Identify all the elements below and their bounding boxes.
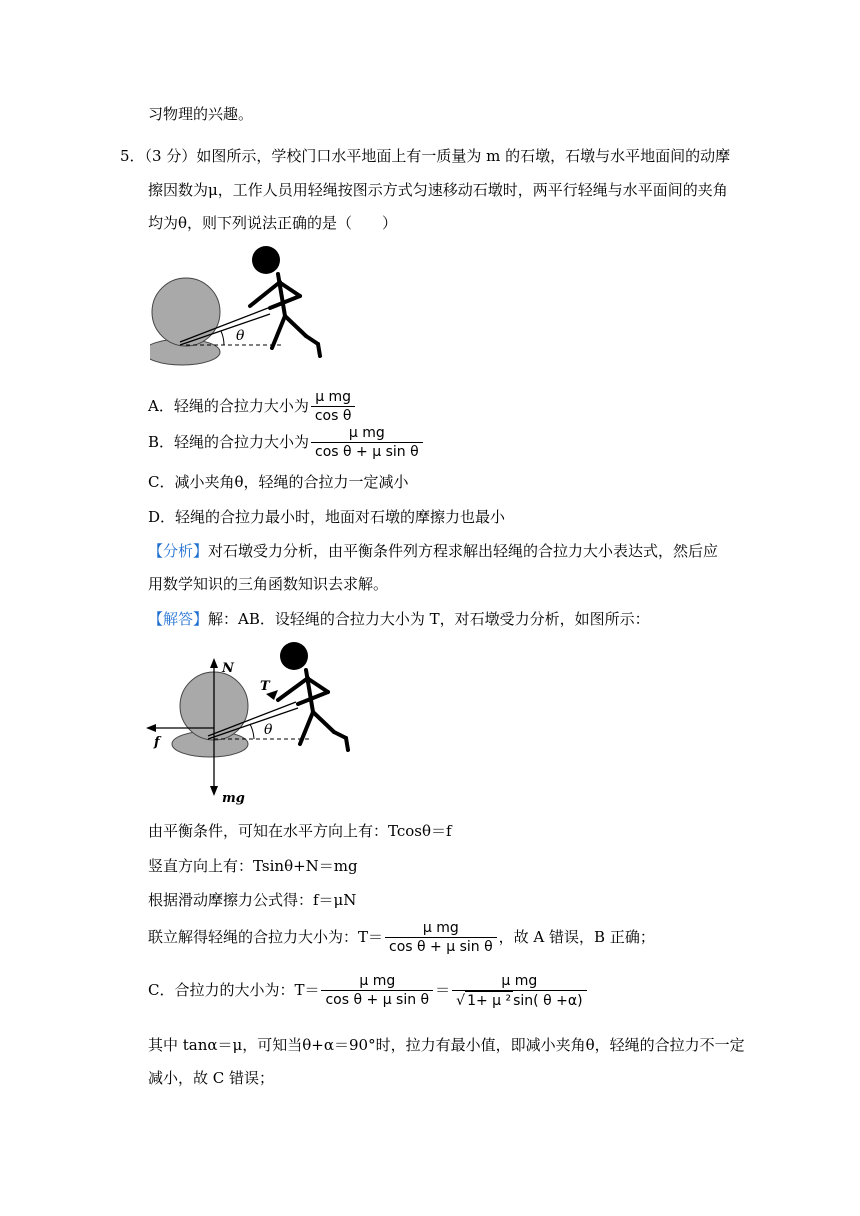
option-c-conclusion-2: 减小，故 C 错误； — [148, 1069, 275, 1087]
gravity-label: mg — [222, 791, 245, 806]
radicand: 1+ μ ² — [467, 992, 512, 1009]
option-d: D．轻绳的合拉力最小时，地面对石墩的摩擦力也最小 — [148, 508, 506, 526]
option-b-fraction — [311, 425, 423, 461]
normal-arrow-head — [210, 658, 218, 668]
tension-fraction-1 — [321, 973, 433, 1009]
option-a — [148, 389, 357, 425]
gravity-arrow-head — [210, 786, 218, 796]
option-b — [148, 425, 425, 461]
fraction-numerator: μ mg — [359, 973, 396, 989]
stick-figure — [278, 670, 348, 750]
friction-label: f — [154, 735, 160, 750]
fraction-numerator: μ mg — [315, 389, 352, 405]
fraction-numerator: μ mg — [422, 920, 459, 936]
angle-arc — [221, 331, 224, 345]
solution-tag: 【解答】 — [148, 610, 209, 628]
person-head — [252, 246, 280, 274]
analysis-text-1: 对石墩受力分析，由平衡条件列方程求解出轻绳的合拉力大小表达式，然后应 — [208, 542, 719, 560]
equation-result-prefix: 联立解得轻绳的合拉力大小为：T＝ — [148, 928, 384, 946]
square-root: √ 1+ μ ² — [456, 992, 512, 1009]
option-c: C．减小夹角θ，轻绳的合拉力一定减小 — [148, 473, 409, 491]
fraction-denominator: cos θ + μ sin θ — [311, 442, 423, 461]
friction-arrow-head — [146, 724, 156, 732]
analysis-line-1 — [148, 541, 718, 561]
question-text-1: （3 分）如图所示，学校门口水平地面上有一质量为 m 的石墩，石墩与水平地面间的动摩 — [144, 147, 731, 165]
option-c-analysis-prefix: C．合拉力的大小为：T＝ — [148, 981, 320, 999]
solution-line-1 — [148, 609, 650, 629]
analysis-tag: 【分析】 — [148, 542, 209, 560]
theta-label: θ — [264, 722, 273, 738]
intro-text: 习物理的兴趣。 — [148, 105, 254, 123]
question-line-1 — [120, 146, 730, 166]
tension-fraction-2 — [452, 973, 586, 1010]
figure-stone-pull — [150, 244, 330, 368]
analysis-line-2: 用数学知识的三角函数知识去求解。 — [148, 575, 389, 593]
tension-label: T — [260, 679, 270, 694]
option-b-text: B．轻绳的合拉力大小为 — [148, 433, 310, 451]
equals-sign: ＝ — [435, 981, 451, 999]
equation-vertical: 竖直方向上有：Tsinθ+N＝mg — [148, 857, 358, 875]
angle-arc — [250, 724, 254, 739]
fraction-denominator — [452, 990, 586, 1010]
fraction-denominator: cos θ + μ sin θ — [385, 937, 497, 956]
option-a-text: A．轻绳的合拉力大小为 — [148, 397, 309, 415]
fraction-numerator: μ mg — [348, 425, 385, 441]
option-c-conclusion-1: 其中 tanα＝μ，可知当θ+α＝90°时，拉力有最小值，即减小夹角θ，轻绳的合拉力不一定 — [148, 1036, 745, 1054]
figure-force-diagram — [146, 640, 356, 810]
equation-friction: 根据滑动摩擦力公式得：f＝μN — [148, 891, 357, 909]
solution-text-1: 解：AB．设轻绳的合拉力大小为 T，对石墩受力分析，如图所示： — [208, 610, 650, 628]
stone-ball — [152, 278, 220, 346]
stick-figure — [250, 274, 320, 356]
fraction-denominator: cos θ + μ sin θ — [321, 990, 433, 1009]
equation-result-suffix: ，故 A 错误，B 正确； — [498, 928, 655, 946]
question-line-3: 均为θ，则下列说法正确的是（ ） — [148, 214, 398, 232]
option-c-analysis — [148, 970, 589, 1010]
theta-label: θ — [236, 328, 245, 344]
person-head — [280, 642, 308, 670]
question-number: 5． — [120, 147, 145, 165]
fraction-denominator: cos θ — [311, 406, 356, 425]
normal-force-label: N — [222, 661, 234, 676]
question-line-2: 擦因数为μ，工作人员用轻绳按图示方式匀速移动石墩时，两平行轻绳与水平面间的夹角 — [148, 181, 728, 199]
fraction-numerator: μ mg — [501, 972, 538, 989]
equation-result — [148, 919, 655, 956]
equation-result-fraction — [385, 920, 497, 956]
option-a-fraction — [311, 389, 356, 425]
trig-term: sin( θ +α) — [513, 992, 583, 1009]
equation-horizontal: 由平衡条件，可知在水平方向上有：Tcosθ＝f — [148, 822, 452, 840]
